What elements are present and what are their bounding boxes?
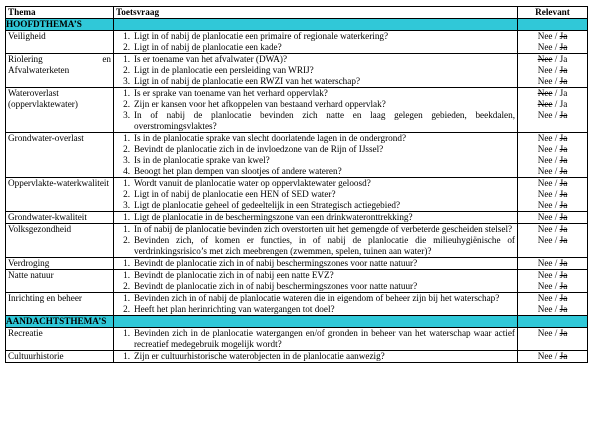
answer-nee: Nee	[537, 110, 553, 120]
answer-separator: /	[552, 110, 560, 120]
section-row-main	[6, 19, 588, 31]
theme-cell: Volksgezondheid	[6, 224, 114, 258]
answer-separator: /	[552, 155, 560, 165]
relevance-answer	[520, 88, 585, 99]
answer-ja: Ja	[559, 99, 568, 109]
theme-cell: Inrichting en beheer	[6, 293, 114, 316]
question-text: Bevindt de planlocatie zich in of nabij beschermingszones voor natte natuur?	[134, 258, 418, 268]
questions-cell	[114, 88, 518, 133]
question-item	[116, 281, 515, 292]
question-number: 1.	[123, 224, 130, 234]
question-item	[116, 155, 515, 166]
question-item	[116, 304, 515, 315]
answer-separator: /	[552, 235, 560, 245]
answer-nee: Nee	[537, 270, 553, 280]
question-number: 1.	[123, 133, 130, 143]
answer-ja: Ja	[559, 270, 568, 280]
answer-ja: Ja	[559, 212, 568, 222]
question-text: Zijn er kansen voor het afkoppelen van bestaand verhard oppervlak?	[134, 99, 386, 109]
relevance-answer	[520, 76, 585, 87]
question-number: 1.	[123, 31, 130, 41]
question-number: 3.	[123, 110, 130, 120]
answer-ja: Ja	[559, 110, 568, 120]
question-number: 2.	[123, 144, 130, 154]
answer-separator: /	[552, 351, 560, 361]
answer-ja: Ja	[559, 88, 568, 98]
question-number: 3.	[123, 200, 130, 210]
question-item	[116, 110, 515, 132]
theme-cell: Riolering en Afvalwaterketen	[6, 54, 114, 88]
table-row	[6, 270, 588, 293]
relevance-answer	[520, 155, 585, 166]
answer-nee: Nee	[537, 200, 553, 210]
section-fill	[518, 19, 588, 31]
theme-cell: Veiligheid	[6, 31, 114, 54]
answer-separator: /	[552, 31, 560, 41]
answer-nee: Nee	[537, 144, 553, 154]
answer-ja: Ja	[559, 144, 568, 154]
theme-cell: Cultuurhistorie	[6, 351, 114, 363]
table-row	[6, 31, 588, 54]
theme-cell: Grondwater-kwaliteit	[6, 212, 114, 224]
relevant-cell	[518, 224, 588, 258]
question-text: Bevinden zich in of nabij de planlocatie wateren die in eigendom of beheer zijn bij het waterschap?	[134, 293, 500, 303]
answer-separator: /	[552, 189, 560, 199]
relevant-cell	[518, 351, 588, 363]
answer-separator: /	[552, 258, 560, 268]
answer-nee: Nee	[537, 65, 553, 75]
question-text: Ligt de planlocatie geheel of gedeeltelijk in een Strategisch actiegebied?	[134, 200, 401, 210]
question-item	[116, 200, 515, 211]
answer-nee: Nee	[537, 235, 553, 245]
question-text: In of nabij de planlocatie bevinden zich overstorten uit het gemengde of verbeterde gescheiden stelsel?	[134, 224, 513, 234]
question-item	[116, 65, 515, 76]
section-fill	[518, 316, 588, 328]
table-row	[6, 54, 588, 88]
question-number: 1.	[123, 351, 130, 361]
answer-nee: Nee	[537, 304, 553, 314]
water-test-document	[5, 6, 587, 363]
answer-ja: Ja	[559, 54, 568, 64]
header-theme: Thema	[6, 7, 114, 19]
relevance-answer	[520, 42, 585, 53]
section-fill	[114, 19, 518, 31]
relevance-answer	[520, 144, 585, 155]
question-text: Ligt in of nabij de planlocatie een kade?	[134, 42, 282, 52]
relevance-answer	[520, 200, 585, 211]
table-row	[6, 212, 588, 224]
relevant-cell	[518, 270, 588, 293]
question-item	[116, 88, 515, 99]
answer-nee: Nee	[537, 351, 553, 361]
question-text: Bevinden zich in de planlocatie watergangen en/of gronden in beheer van het waterschap waar actief recreatief medegebruik mogelijk wordt?	[134, 328, 515, 349]
relevance-answer	[520, 133, 585, 144]
question-text: Beoogt het plan dempen van slootjes of andere wateren?	[134, 166, 342, 176]
question-number: 1.	[123, 328, 130, 338]
answer-separator: /	[552, 133, 560, 143]
answer-separator: /	[552, 224, 560, 234]
answer-ja: Ja	[559, 166, 568, 176]
answer-nee: Nee	[537, 133, 553, 143]
question-number: 2.	[123, 304, 130, 314]
questions-cell	[114, 133, 518, 178]
answer-separator: /	[552, 212, 560, 222]
answer-ja: Ja	[559, 235, 568, 245]
questions-cell	[114, 212, 518, 224]
question-number: 1.	[123, 88, 130, 98]
question-text: Is er toename van het afvalwater (DWA)?	[134, 54, 288, 64]
answer-ja: Ja	[559, 189, 568, 199]
question-item	[116, 133, 515, 144]
answer-ja: Ja	[559, 178, 568, 188]
answer-separator: /	[552, 144, 560, 154]
relevance-answer	[520, 31, 585, 42]
question-item	[116, 178, 515, 189]
question-number: 4.	[123, 166, 130, 176]
questions-cell	[114, 258, 518, 270]
question-text: Is in de planlocatie sprake van kwel?	[134, 155, 270, 165]
question-text: Heeft het plan herinrichting van watergangen tot doel?	[134, 304, 335, 314]
answer-nee: Nee	[537, 212, 553, 222]
question-text: Wordt vanuit de planlocatie water op oppervlaktewater geloosd?	[134, 178, 371, 188]
question-item	[116, 293, 515, 304]
answer-nee: Nee	[537, 31, 553, 41]
answer-nee: Nee	[537, 189, 553, 199]
question-item	[116, 54, 515, 65]
question-number: 3.	[123, 155, 130, 165]
table-header-row	[6, 7, 588, 19]
answer-separator: /	[552, 42, 560, 52]
answer-ja: Ja	[559, 304, 568, 314]
answer-nee: Nee	[537, 166, 553, 176]
header-question: Toetsvraag	[114, 7, 518, 19]
table-row	[6, 224, 588, 258]
answer-ja: Ja	[559, 258, 568, 268]
relevant-cell	[518, 54, 588, 88]
relevant-cell	[518, 212, 588, 224]
answer-separator: /	[552, 54, 560, 64]
relevant-cell	[518, 133, 588, 178]
table-row	[6, 293, 588, 316]
theme-cell: Grondwater-overlast	[6, 133, 114, 178]
question-number: 1.	[123, 270, 130, 280]
question-text: In of nabij de planlocatie bevinden zich natte en laag gelegen gebieden, beekdalen, overstromingsvlaktes?	[134, 110, 515, 131]
question-number: 2.	[123, 99, 130, 109]
answer-nee: Nee	[537, 328, 553, 338]
answer-nee: Nee	[537, 88, 553, 98]
answer-ja: Ja	[559, 281, 568, 291]
question-item	[116, 212, 515, 223]
answer-ja: Ja	[559, 76, 568, 86]
question-text: Ligt in of nabij de planlocatie een primaire of regionale waterkering?	[134, 31, 389, 41]
answer-separator: /	[552, 88, 560, 98]
answer-separator: /	[552, 178, 560, 188]
relevance-answer	[520, 110, 585, 132]
questions-cell	[114, 31, 518, 54]
question-text: Bevindt de planlocatie zich in de invloedzone van de Rijn of IJssel?	[134, 144, 384, 154]
questions-cell	[114, 351, 518, 363]
answer-nee: Nee	[537, 281, 553, 291]
theme-cell: Verdroging	[6, 258, 114, 270]
question-text: Is er sprake van toename van het verhard oppervlak?	[134, 88, 328, 98]
relevance-answer	[520, 166, 585, 177]
relevance-answer	[520, 224, 585, 235]
table-row	[6, 258, 588, 270]
water-test-table	[5, 6, 588, 363]
question-item	[116, 235, 515, 257]
relevant-cell	[518, 88, 588, 133]
table-row	[6, 133, 588, 178]
question-item	[116, 166, 515, 177]
question-number: 1.	[123, 293, 130, 303]
answer-separator: /	[552, 293, 560, 303]
question-item	[116, 189, 515, 200]
answer-nee: Nee	[537, 178, 553, 188]
answer-separator: /	[552, 328, 560, 338]
relevance-answer	[520, 99, 585, 110]
section-title: HOOFDTHEMA’S	[6, 19, 114, 31]
question-item	[116, 351, 515, 362]
table-row	[6, 178, 588, 212]
relevant-cell	[518, 178, 588, 212]
questions-cell	[114, 293, 518, 316]
answer-ja: Ja	[559, 200, 568, 210]
question-number: 3.	[123, 76, 130, 86]
relevance-answer	[520, 212, 585, 223]
answer-nee: Nee	[537, 293, 553, 303]
header-relevant: Relevant	[518, 7, 588, 19]
questions-cell	[114, 54, 518, 88]
answer-separator: /	[552, 65, 560, 75]
relevance-answer	[520, 189, 585, 200]
answer-separator: /	[552, 304, 560, 314]
answer-ja: Ja	[559, 224, 568, 234]
relevance-answer	[520, 293, 585, 304]
relevance-answer	[520, 281, 585, 292]
answer-separator: /	[552, 200, 560, 210]
question-text: Ligt in de planlocatie een persleiding van WRIJ?	[134, 65, 314, 75]
theme-cell: Natte natuur	[6, 270, 114, 293]
question-text: Zijn er cultuurhistorische waterobjecten in de planlocatie aanwezig?	[134, 351, 385, 361]
question-number: 2.	[123, 235, 130, 245]
question-number: 2.	[123, 189, 130, 199]
answer-nee: Nee	[537, 99, 553, 109]
answer-ja: Ja	[559, 293, 568, 303]
section-row-attention	[6, 316, 588, 328]
question-number: 1.	[123, 258, 130, 268]
table-row	[6, 88, 588, 133]
answer-ja: Ja	[559, 133, 568, 143]
question-item	[116, 270, 515, 281]
answer-separator: /	[552, 76, 560, 86]
answer-nee: Nee	[537, 155, 553, 165]
relevance-answer	[520, 270, 585, 281]
question-number: 1.	[123, 178, 130, 188]
answer-ja: Ja	[559, 65, 568, 75]
question-number: 1.	[123, 212, 130, 222]
relevance-answer	[520, 54, 585, 65]
questions-cell	[114, 224, 518, 258]
question-item	[116, 258, 515, 269]
question-item	[116, 76, 515, 87]
question-text: Bevindt de planlocatie zich in of nabij beschermingszones voor natte natuur?	[134, 281, 418, 291]
question-item	[116, 42, 515, 53]
questions-cell	[114, 328, 518, 351]
relevance-answer	[520, 258, 585, 269]
relevant-cell	[518, 31, 588, 54]
relevance-answer	[520, 235, 585, 257]
answer-ja: Ja	[559, 42, 568, 52]
relevance-answer	[520, 304, 585, 315]
relevance-answer	[520, 178, 585, 189]
questions-cell	[114, 270, 518, 293]
relevance-answer	[520, 328, 585, 350]
question-item	[116, 144, 515, 155]
answer-nee: Nee	[537, 258, 553, 268]
question-number: 2.	[123, 42, 130, 52]
question-number: 2.	[123, 65, 130, 75]
question-text: Bevindt de planlocatie zich in of nabij een natte EVZ?	[134, 270, 334, 280]
section-title: AANDACHTSTHEMA’S	[6, 316, 114, 328]
answer-ja: Ja	[559, 351, 568, 361]
answer-ja: Ja	[559, 328, 568, 338]
table-row	[6, 328, 588, 351]
section-fill	[114, 316, 518, 328]
table-row	[6, 351, 588, 363]
answer-ja: Ja	[559, 31, 568, 41]
relevant-cell	[518, 328, 588, 351]
relevant-cell	[518, 258, 588, 270]
relevant-cell	[518, 293, 588, 316]
answer-separator: /	[552, 281, 560, 291]
question-text: Ligt de planlocatie in de beschermingszone van een drinkwateronttrekking?	[134, 212, 413, 222]
question-text: Is in de planlocatie sprake van slecht doorlatende lagen in de ondergrond?	[134, 133, 407, 143]
answer-separator: /	[552, 166, 560, 176]
question-item	[116, 31, 515, 42]
answer-nee: Nee	[537, 42, 553, 52]
answer-separator: /	[552, 99, 560, 109]
question-text: Ligt in of nabij de planlocatie een RWZI van het waterschap?	[134, 76, 361, 86]
theme-cell: Wateroverlast (oppervlaktewater)	[6, 88, 114, 133]
question-text: Bevinden zich, of komen er functies, in of nabij de planlocatie die milieuhygiënische of verdrinkingsrisico’s met zich meebrengen (zwemmen, spelen, tuinen aan water)?	[134, 235, 515, 256]
answer-separator: /	[552, 270, 560, 280]
theme-cell: Oppervlakte-waterkwaliteit	[6, 178, 114, 212]
answer-nee: Nee	[537, 76, 553, 86]
relevance-answer	[520, 351, 585, 362]
question-item	[116, 224, 515, 235]
theme-cell: Recreatie	[6, 328, 114, 351]
question-item	[116, 99, 515, 110]
question-number: 2.	[123, 281, 130, 291]
answer-nee: Nee	[537, 54, 553, 64]
answer-ja: Ja	[559, 155, 568, 165]
question-number: 1.	[123, 54, 130, 64]
relevance-answer	[520, 65, 585, 76]
question-text: Ligt in of nabij de planlocatie een HEN of SED water?	[134, 189, 336, 199]
question-item	[116, 328, 515, 350]
table-body	[6, 19, 588, 363]
questions-cell	[114, 178, 518, 212]
answer-nee: Nee	[537, 224, 553, 234]
